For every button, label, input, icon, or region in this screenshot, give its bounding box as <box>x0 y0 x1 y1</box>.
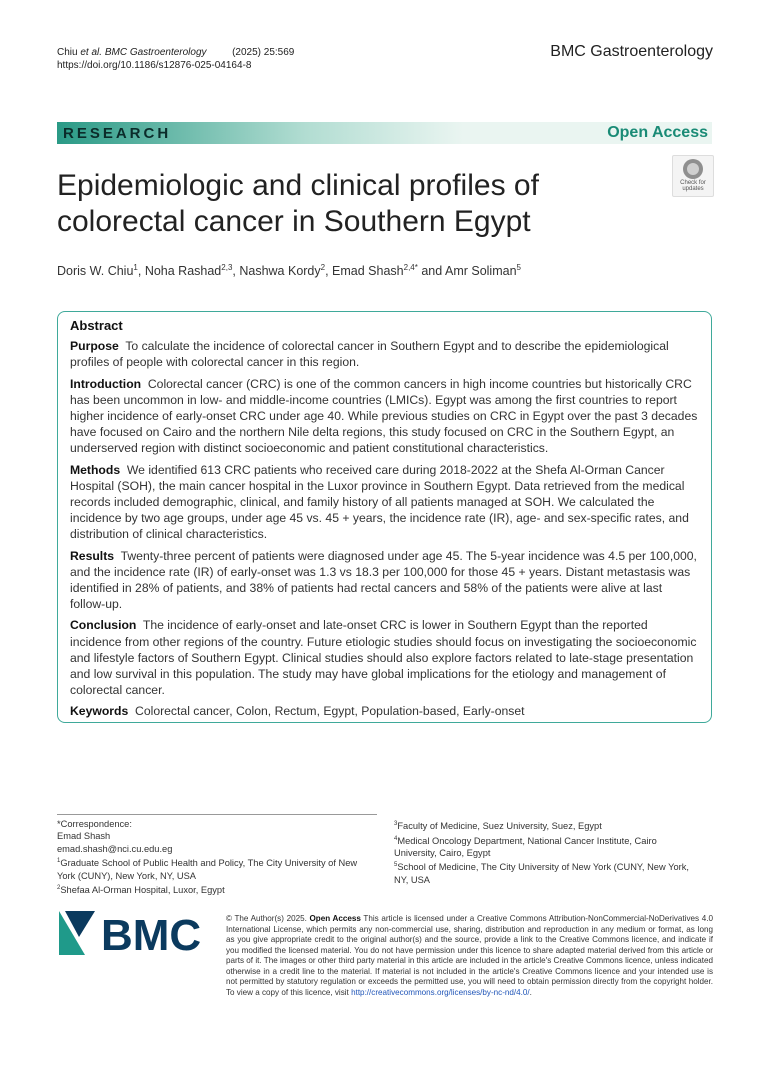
author-2-aff: 2,3 <box>221 263 233 272</box>
author-3[interactable]: Nashwa Kordy <box>239 264 321 279</box>
author-5[interactable]: Amr Soliman <box>444 264 517 279</box>
correspondence-name: Emad Shash <box>57 831 111 842</box>
author-4-aff: 2,4* <box>403 263 418 272</box>
section-banner <box>57 122 712 144</box>
author-1[interactable]: Doris W. Chiu <box>57 264 134 279</box>
footnotes-right <box>394 818 694 886</box>
citation-authors: Chiu <box>57 47 81 58</box>
check-for-updates-icon <box>683 159 703 179</box>
section-label: RESEARCH <box>63 125 172 142</box>
abstract-results: Results Twenty-three percent of patients were diagnosed under age 45. The 5-year incidence was 4.5 per 100,000, and the incidence rate (IR) of early-onset was 1.3 vs 18.3 per 100,000 for those 45 + years. Distant metastasis was identified in 28% of patients, and 38% of patients had rectal cancers and 58% of the patients were alive at last follow-up. <box>70 548 697 612</box>
author-5-aff: 5 <box>516 263 521 272</box>
copyright: © The Author(s) 2025. <box>226 914 307 923</box>
abstract-keywords: Keywords Colorectal cancer, Colon, Rectum, Egypt, Population-based, Early-onset <box>70 704 525 719</box>
footnotes-left <box>57 818 367 897</box>
author-list <box>57 263 521 278</box>
footnote-divider <box>57 814 377 815</box>
license-end: . <box>529 987 532 997</box>
author-sep: , <box>137 264 145 279</box>
citation-journal: et al. BMC Gastroenterology <box>80 47 207 58</box>
citation-year: (2025) 25:569 <box>232 47 295 58</box>
author-sep: , <box>232 264 240 279</box>
author-2[interactable]: Noha Rashad <box>144 264 222 279</box>
abstract-conclusion: Conclusion The incidence of early-onset and late-onset CRC is lower in Southern Egypt than the reported incidence from other regions of the country. Future etiologic studies should focus on investigating the socioeconomic and lifestyle factors of Southern Egypt. Clinical studies should also explore factors related to late-stage presentation and low survival in this population. The study may have global implications for the etiology and management of colorectal cancer. <box>70 618 697 698</box>
open-access-label: Open Access <box>607 124 708 141</box>
license-link[interactable]: http://creativecommons.org/licenses/by-nc-nd/4.0/ <box>351 987 530 997</box>
author-sep: and <box>417 264 445 279</box>
bmc-logo <box>57 909 207 957</box>
correspondence-email[interactable]: emad.shash@nci.cu.edu.eg <box>57 843 173 854</box>
author-3-aff: 2 <box>320 263 326 272</box>
affiliation-5: $^5$School of Medicine, The City University of New York (CUNY, New York, NY, USA <box>394 862 689 885</box>
abstract-purpose: Purpose To calculate the incidence of colorectal cancer in Southern Egypt and to describe the epidemiological profiles of people with colorectal cancer in this region. <box>70 339 669 370</box>
abstract-methods: Methods We identified 613 CRC patients who received care during 2018-2022 at the Shefa Al-Orman Cancer Hospital (SOH), the main cancer hospital in the Luxor province in Southern Egypt. Data retrieved from the medical records included demographic, clinical, and family history of all patients managed at SOH. We calculated the incidence by two age groups, under age 45 vs. 45 + years, the incidence rate (IR), age- and sex-specific rates, and distribution of clinical characteristics. <box>70 462 689 542</box>
journal-name: BMC Gastroenterology <box>550 43 713 60</box>
check-for-updates-label: Check for updates <box>680 180 706 192</box>
abstract-introduction: Introduction Colorectal cancer (CRC) is one of the common cancers in high income countries but historically CRC has been uncommon in low- and middle-income countries (LMICs). Egypt was among the first countries to report higher incidence of early-onset CRC under age 40. While previous studies on CRC in Egypt over the past 3 decades have focused on Cairo and the northern Nile delta regions, this study focused on CRC in the Southern Egypt, an underserved region with distinct socioeconomic and patient constitutional characteristics. <box>70 376 698 456</box>
affiliation-4: $^4$Medical Oncology Department, National Cancer Institute, Cairo University, Cairo, Egypt <box>394 835 657 858</box>
author-1-aff: 1 <box>133 263 138 272</box>
abstract-box <box>57 311 712 723</box>
correspondence-label: *Correspondence: <box>57 819 132 829</box>
running-header <box>57 46 294 72</box>
affiliation-2: $^2$Shefaa Al-Orman Hospital, Luxor, Egypt <box>57 885 225 896</box>
license-body: This article is licensed under a Creative Commons Attribution-NonCommercial-NoDerivatives 4.0 International License, which permits any non-commercial use, sharing, distribution and reproduction in any medium or format, as long as you give appropriate credit to the original author(s) and the source, provide a link to the Creative Commons licence, and indicate if you modified the licensed material. You do not have permission under this licence to share adapted material derived from this article or parts of it. The images or other third party material in this article are included in the article's Creative Commons licence, unless indicated otherwise in a credit line to the material. If material is not included in the article's Creative Commons licence and your intended use is not permitted by statutory regulation or exceeds the permitted use, you will need to obtain permission directly from the copyright holder. To view a copy of this licence, visit <box>226 914 713 997</box>
license-text <box>226 914 713 998</box>
affiliation-3: $^3$Faculty of Medicine, Suez University, Suez, Egypt <box>394 821 602 832</box>
license-open-access: Open Access <box>309 914 361 923</box>
affiliation-1: $^1$Graduate School of Public Health and Policy, The City University of New York (CUNY), New York, NY, USA <box>57 858 358 881</box>
check-for-updates-button[interactable] <box>672 155 714 197</box>
author-sep: , <box>325 264 333 279</box>
doi-link[interactable]: https://doi.org/10.1186/s12876-025-04164-8 <box>57 60 252 71</box>
abstract-heading: Abstract <box>70 318 123 333</box>
author-4[interactable]: Emad Shash <box>332 264 404 279</box>
bmc-logo-text: BMC <box>101 911 202 957</box>
article-title: Epidemiologic and clinical profiles of colorectal cancer in Southern Egypt <box>57 169 539 238</box>
